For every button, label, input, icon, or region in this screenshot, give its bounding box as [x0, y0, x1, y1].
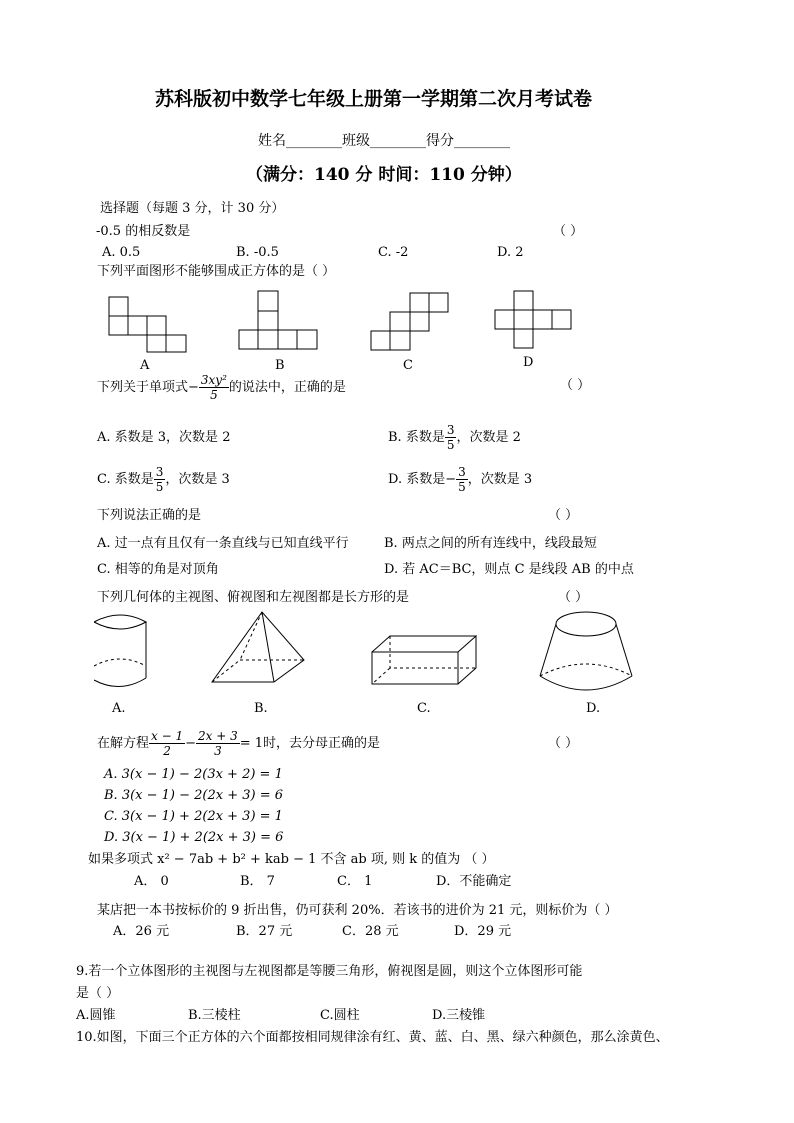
q8-option-b: B．27 元: [236, 924, 293, 939]
q8-stem: 某店把一本书按标价的 9 折出售，仍可获利 20%．若该书的进价为 21 元，则标价为（ ）: [97, 903, 618, 918]
q3-option-d-fraction: [456, 465, 468, 494]
q6-frac1-num: x − 1: [151, 729, 184, 743]
q1-option-a: A. 0.5: [102, 245, 141, 260]
q3-frac-den: 5: [210, 388, 218, 402]
q7-option-c: C． 1: [337, 874, 373, 889]
q3-option-b-pre: B. 系数是: [388, 430, 445, 445]
q3-stem-post: 的说法中，正确的是: [228, 380, 346, 395]
q9-option-a: A.圆锥: [76, 1008, 116, 1023]
q5-label-b: B.: [254, 701, 268, 716]
q6-stem: [97, 726, 380, 762]
q3-option-d-post: ，次数是 3: [467, 472, 533, 487]
q2-label-d: D: [523, 355, 534, 370]
q2-net-a: [108, 296, 190, 354]
q3-option-c-fraction: [154, 465, 166, 494]
q5-answer-paren: （ ）: [558, 590, 589, 605]
q8-option-d: D．29 元: [454, 924, 512, 939]
q6-fraction-2: [196, 729, 240, 758]
q10-stem: 10.如图，下面三个正方体的六个面都按相同规律涂有红、黄、蓝、白、黑、绿六种颜色，那么涂黄色、: [76, 1030, 669, 1045]
q6-frac2-den: 3: [214, 744, 222, 758]
q3-option-a: A. 系数是 3，次数是 2: [97, 430, 231, 445]
q6-stem-pre: 在解方程: [97, 736, 150, 751]
q2-label-b: B: [275, 358, 285, 373]
q3-option-d-den: 5: [458, 480, 466, 494]
q3-option-b-num: 3: [446, 423, 455, 437]
q2-stem: 下列平面图形不能够围成正方体的是（ ）: [97, 264, 336, 279]
q3-option-c-post: ，次数是 3: [165, 472, 230, 487]
student-info-line: 姓名________班级________得分________: [258, 133, 510, 149]
q2-net-b: [238, 290, 320, 352]
q3-answer-paren: （ ）: [560, 378, 591, 393]
section-heading: 选择题（每题 3 分，计 30 分）: [100, 201, 285, 216]
q6-fraction-1: [149, 729, 185, 758]
q9-option-b: B.三棱柱: [188, 1008, 241, 1023]
q6-stem-post: = 1时，去分母正确的是: [239, 736, 381, 751]
q5-label-c: C.: [417, 701, 431, 716]
q6-option-a: A. 3(x − 1) − 2(3x + 2) = 1: [104, 767, 283, 782]
q3-option-d: [388, 462, 532, 498]
q3-option-c-den: 5: [155, 480, 164, 494]
q2-label-a: A: [140, 358, 150, 373]
q1-option-c: C. -2: [378, 245, 409, 260]
q3-option-b-den: 5: [446, 438, 455, 452]
q3-option-c-pre: C. 系数是: [97, 472, 154, 487]
q3-option-c: [97, 462, 230, 498]
q9-option-d: D.三棱锥: [432, 1008, 486, 1023]
q5-stem: 下列几何体的主视图、俯视图和左视图都是长方形的是: [97, 590, 410, 605]
q1-option-d: D. 2: [497, 245, 524, 260]
q6-answer-paren: （ ）: [548, 736, 579, 751]
q3-option-c-num: 3: [155, 465, 164, 479]
q3-option-d-num: 3: [458, 465, 466, 479]
q4-answer-paren: （ ）: [548, 508, 579, 523]
q4-option-d: D. 若 AC＝BC，则点 C 是线段 AB 的中点: [384, 562, 634, 577]
q9-stem-line2: 是（ ）: [76, 986, 120, 1001]
q3-stem-pre: 下列关于单项式−: [97, 380, 199, 395]
q4-option-a: A. 过一点有且仅有一条直线与已知直线平行: [97, 536, 349, 551]
q4-option-b: B. 两点之间的所有连线中，线段最短: [384, 536, 597, 551]
q2-net-d: [494, 290, 574, 350]
q3-option-b-fraction: [445, 423, 457, 452]
q7-option-d: D．不能确定: [436, 874, 512, 889]
q6-frac1-den: 2: [163, 744, 171, 758]
q8-option-a: A．26 元: [113, 924, 170, 939]
q3-fraction: [199, 373, 229, 402]
q5-label-a: A.: [112, 701, 126, 716]
q5-pyramid: [208, 610, 308, 686]
page-title: 苏科版初中数学七年级上册第一学期第二次月考试卷: [155, 88, 593, 110]
q1-option-b: B. -0.5: [236, 245, 279, 260]
q3-option-d-pre: D. 系数是−: [388, 472, 457, 487]
q1-answer-paren: （ ）: [553, 224, 584, 239]
q6-option-b: B. 3(x − 1) − 2(2x + 3) = 6: [104, 788, 284, 803]
q1-stem: -0.5 的相反数是: [96, 224, 191, 239]
q7-stem: 如果多项式 x² − 7ab + b² + kab − 1 不含 ab 项, 则 k 的值为 （ ）: [88, 852, 495, 867]
q7-option-b: B． 7: [240, 874, 275, 889]
q6-option-d: D. 3(x − 1) + 2(2x + 3) = 6: [104, 830, 284, 845]
q3-frac-num: 3xy²: [200, 373, 227, 387]
q9-option-c: C.圆柱: [320, 1008, 360, 1023]
q5-label-d: D.: [586, 701, 601, 716]
score-time: （满分：140 分 时间：110 分钟）: [246, 165, 522, 185]
q3-option-b: [388, 420, 521, 456]
q6-option-c: C. 3(x − 1) + 2(2x + 3) = 1: [104, 809, 283, 824]
q5-cylinder: [94, 610, 154, 692]
q4-option-c: C. 相等的角是对顶角: [97, 562, 219, 577]
q4-stem: 下列说法正确的是: [97, 508, 202, 523]
q8-option-c: C．28 元: [342, 924, 399, 939]
q5-frustum: [536, 608, 636, 694]
q3-option-b-post: ，次数是 2: [456, 430, 521, 445]
q6-frac2-num: 2x + 3: [198, 729, 238, 743]
q2-net-c: [370, 292, 450, 352]
q3-stem: [97, 370, 346, 406]
q7-option-a: A． 0: [134, 874, 169, 889]
q9-stem-line1: 9.若一个立体图形的主视图与左视图都是等腰三角形，俯视图是圆，则这个立体图形可能: [76, 964, 583, 979]
q2-label-c: C: [403, 358, 413, 373]
q5-cuboid: [368, 632, 480, 688]
q6-minus: −: [185, 736, 197, 751]
